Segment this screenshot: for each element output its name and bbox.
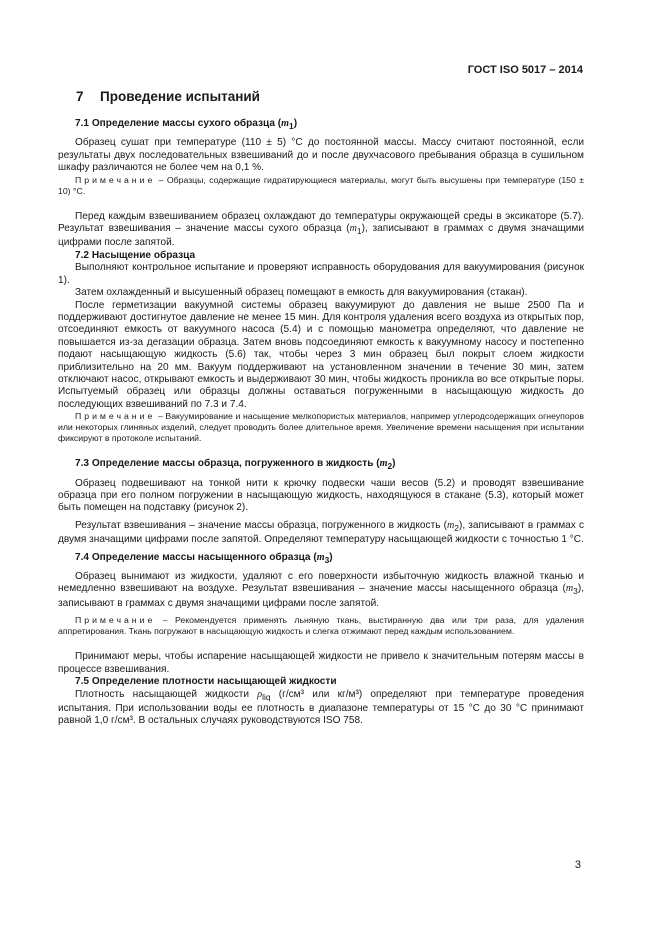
section-title bbox=[76, 89, 260, 104]
note: Примечание – Рекомендуется применять льняную ткань, выстиранную два или три раза, для удаления аппретирования. Ткань погружают в насыщающую жидкость и слегка отжимают перед каждым использованием. bbox=[58, 615, 584, 637]
paragraph: Перед каждым взвешиванием образец охлаждают до температуры окружающей среды в эксикаторе (5.7). Результат взвешивания – значение массы сухого образца $(m_1)$, записывают в граммах с двумя значащими цифрами после запятой. bbox=[58, 210, 585, 249]
paragraph: Выполняют контрольное испытание и проверяют исправность оборудования для вакуумирования (рисунок 1). bbox=[58, 262, 584, 286]
paragraph: Результат взвешивания – значение массы образца, погруженного в жидкость $(m_2)$, записывают в граммах с двумя значащими цифрами после запятой. Определяют температуру насыщающей жидкости с точностью 1 °С. bbox=[58, 519, 584, 546]
subsection-7-2-heading: 7.2 Насыщение образца bbox=[75, 249, 196, 261]
paragraph: Образец вынимают из жидкости, удаляют с его поверхности избыточную жидкость влажной тканью и немедленно взвешивают на воздухе. Результат взвешивания – значение массы насыщенного образца $(m_3)$, записывают в граммах с двумя значащими цифрами после запятой. bbox=[58, 571, 584, 609]
section-title-text: Проведение испытаний bbox=[100, 89, 260, 104]
paragraph: После герметизации вакуумной системы образец вакуумируют до давления не выше 2500 Па и поддерживают достигнутое давление не менее 15 мин. Для контроля удаления всего воздуха из открытых пор, отсоединяют емкость от вакуумного насоса (5.4) и с помощью манометра определяют, что давление не повышается из-за дегазации образца. Затем вновь подсоединяют емкость к вакуумному насосу и постепенно подают насыщающую жидкость (5.6) так, чтобы через 3 мин образец был покрыт слоем жидкости приблизительно на 20 мм. Вакуум поддерживают на установленном значении в течение 30 мин, затем отключают насос, открывают емкость и выдерживают 30 мин, чтобы жидкость проникла во все открытые поры. Испытуемый образец или образцы должны оставаться погруженными в насыщающую жидкость до последующих взвешиваний по 7.3 и 7.4. bbox=[58, 299, 584, 410]
subsection-7-3-heading: 7.3 Определение массы образца, погруженного в жидкость $(m_2)$ bbox=[75, 458, 396, 472]
section-number: 7 bbox=[76, 89, 84, 104]
page-number: 3 bbox=[574, 859, 581, 871]
subsection-7-4-heading: 7.4 Определение массы насыщенного образца $(m_3)$ bbox=[75, 551, 333, 565]
standard-header: ГОСТ ISO 5017 – 2014 bbox=[467, 64, 583, 76]
note: Примечание – Образцы, содержащие гидратирующиеся материалы, могут быть высушены при температуре (150 ± 10) °С. bbox=[58, 174, 584, 196]
paragraph: Образец сушат при температуре (110 ± 5) °С до постоянной массы. Массу считают постоянной, если результаты двух последовательных взвешиваний до и после двухчасового пребывания образца в сушильном шкафу различаются не более чем на 0,1 %. bbox=[58, 137, 584, 174]
paragraph: Плотность насыщающей жидкости $\rho_{liq}$ (г/см³ или кг/м³) определяют при температуре проведения испытания. При использовании воды ее плотность в диапазоне температуры от 15 °С до 30 °С принимают равной 1,0 г/см³. В остальных случаях руководствуются ISO 758. bbox=[58, 688, 584, 727]
paragraph: Затем охлажденный и высушенный образец помещают в емкость для вакуумирования (стакан). bbox=[75, 287, 528, 299]
subsection-7-5-heading: 7.5 Определение плотности насыщающей жидкости bbox=[75, 676, 337, 688]
note: Примечание – Вакуумирование и насыщение мелкопористых материалов, например углеродсодержащих огнеупоров или некоторых глиняных изделий, следует проводить более длительное время. Увеличение времени насыщения при испытании фиксируют в протоколе испытаний. bbox=[58, 411, 584, 444]
paragraph: Образец подвешивают на тонкой нити к крючку подвески чаши весов (5.2) и проводят взвешивание образца при его полном погружении в насыщающую жидкость, находящуюся в стакане (5.3), который может быть помещен на подставку (рисунок 2). bbox=[58, 477, 584, 514]
paragraph: Принимают меры, чтобы испарение насыщающей жидкости не привело к значительным потерям массы в процессе взвешивания. bbox=[58, 651, 584, 675]
subsection-7-1-heading: 7.1 Определение массы сухого образца $(m_1)$ bbox=[75, 118, 298, 132]
document-body bbox=[58, 118, 584, 728]
